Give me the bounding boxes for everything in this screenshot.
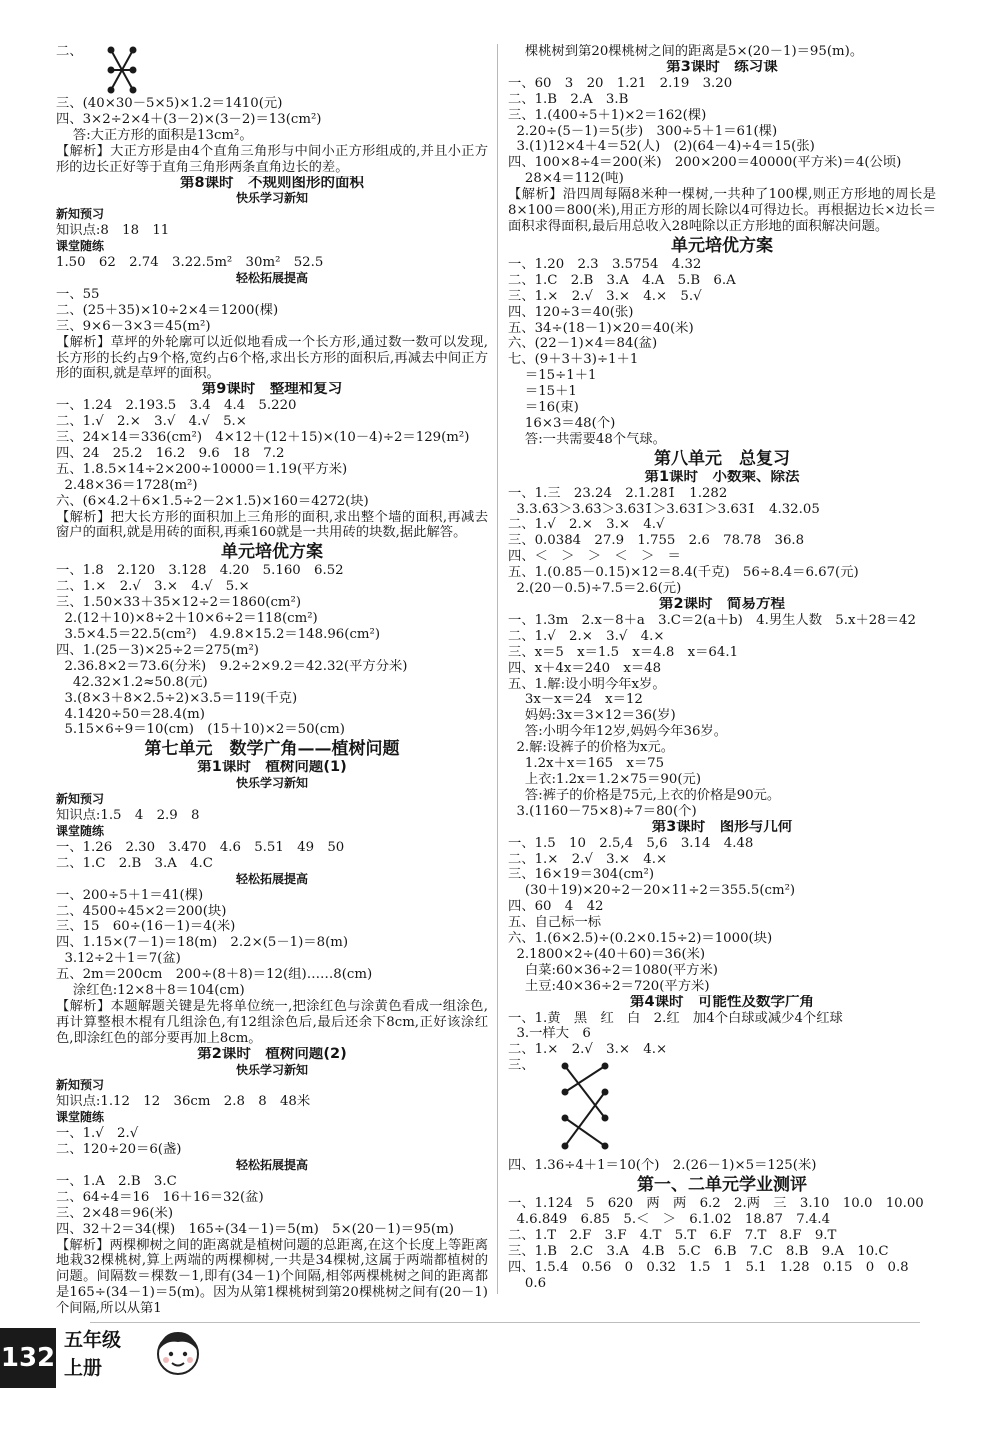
answer-line: 六、(6×4.2＋6×1.5÷2－2×1.5)×160＝4272(块) — [56, 493, 369, 509]
answer-line: 二、64÷4＝16 16＋16＝32(盆) — [56, 1189, 264, 1205]
section-subheading: 快乐学习新知 — [235, 191, 308, 206]
unit-heading: 第七单元 数学广角——植树问题 — [144, 739, 400, 760]
section-label: 新知预习 — [56, 1078, 105, 1093]
answer-line: 3.(8×3＋8×2.5÷2)×3.5＝119(千克) — [56, 690, 298, 706]
answer-line: 一、1.黄 黑 红 白 2.红 加4个白球或减少4个红球 — [508, 1010, 843, 1026]
lesson-heading: 第8课时 不规则图形的面积 — [179, 175, 365, 191]
matching-dot — [601, 1115, 608, 1122]
answer-line: 二、1.× 2.√ 3.× 4.× — [508, 1042, 668, 1058]
answer-line: 知识点:1.5 4 2.9 8 — [56, 808, 200, 824]
matching-dot — [107, 47, 114, 54]
answer-line: 三、24×14＝336(cm²) 4×12＋(12＋15)×(10－4)÷2＝129(m²) — [56, 430, 470, 446]
answer-line: 一、55 — [56, 286, 100, 302]
answer-line: 一、200÷5＋1＝41(棵) — [56, 887, 204, 903]
lesson-heading: 第9课时 整理和复习 — [201, 382, 343, 398]
lesson-heading: 第3课时 图形与几何 — [651, 819, 793, 835]
answer-line: 2.36.8×2＝73.6(分米) 9.2÷2×9.2＝42.32(平方分米) — [56, 658, 408, 674]
answer-line: 上衣:1.2x＝1.2×75＝90(元) — [508, 771, 702, 787]
answer-line: 五、34÷(18－1)×20＝40(米) — [508, 320, 694, 336]
lesson-heading: 第2课时 简易方程 — [658, 597, 786, 612]
answer-line: ＝16(束) — [508, 400, 579, 416]
answer-line: 0.6 — [508, 1275, 547, 1291]
answer-line: 四、1.36÷4＋1＝10(个) 2.(26－1)×5＝125(米) — [508, 1158, 817, 1174]
page-footer — [0, 1322, 1000, 1436]
answer-line: 一、1.20 2.3 3.5754 4.32 — [508, 256, 702, 272]
answer-line: 三、0.0384 27.9 1.755 2.6 78.78 36.8 — [508, 533, 805, 549]
answer-line: 四、100×8÷4＝200(米) 200×200＝40000(平方米)＝4(公顷) — [508, 155, 902, 171]
unit-heading: 第八单元 总复习 — [654, 448, 790, 469]
answer-column-right — [508, 44, 936, 1292]
answer-line: (30＋19)×20÷2－20×11÷2＝355.5(cm²) — [508, 883, 796, 899]
answer-line: 42.32×1.2≈50.8(元) — [56, 674, 208, 690]
answer-line: 一、1.26 2.30 3.470 4.6 5.51 49 50 — [56, 839, 345, 855]
unit-heading: 单元培优方案 — [221, 542, 323, 563]
answer-line: 三、1.B 2.C 3.A 4.B 5.C 6.B 7.C 8.B 9.A 10.C — [508, 1243, 889, 1259]
answer-line: 白菜:60×36÷2＝1080(平方米) — [508, 962, 718, 978]
matching-line — [565, 1118, 605, 1146]
section-subheading: 轻松拓展提高 — [235, 1158, 308, 1172]
answer-line: ＝15＋1 — [508, 384, 577, 400]
matching-dot — [561, 1063, 568, 1070]
answer-line: 三、1.(400÷5＋1)×2＝162(棵) — [508, 107, 707, 123]
answer-line: 四、24 25.2 16.2 9.6 18 7.2 — [56, 445, 285, 461]
answer-line: 四、1.5.4 0.56 0 0.32 1.5 1 5.1 1.28 0.15 0 0.8 — [508, 1259, 909, 1275]
answer-line: 三、1.× 2.√ 3.× 4.× 5.√ — [508, 288, 702, 304]
lesson-heading: 第2课时 植树问题(2) — [197, 1046, 347, 1062]
footer-rule — [90, 1322, 920, 1323]
answer-line: 三、15 60÷(16－1)＝4(米) — [56, 919, 236, 935]
answer-line: 二、1.C 2.B 3.A 4.A 5.B 6.A — [508, 272, 736, 288]
matching-label: 二、 — [56, 44, 83, 59]
matching-label: 三、 — [508, 1058, 535, 1074]
answer-line: 三、2×48＝96(米) — [56, 1205, 174, 1221]
matching-line — [565, 1066, 605, 1118]
matching-diagram — [83, 44, 143, 96]
matching-dot — [561, 1115, 568, 1122]
answer-line: 四、3×2÷2×4＋(3－2)×(3－2)＝13(cm²) — [56, 111, 322, 127]
grade-label: 五年级 — [64, 1329, 122, 1351]
answer-line: 五、2m＝200cm 200÷(8＋8)＝12(组)……8(cm) — [56, 967, 373, 983]
answer-line: 四、120÷3＝40(张) — [508, 304, 634, 320]
section-subheading: 快乐学习新知 — [235, 1062, 308, 1077]
answer-line: 五、自己标一标 — [508, 915, 602, 931]
answer-line: 四、1.(25－3)×25÷2＝275(m²) — [56, 642, 259, 658]
answer-line: 28×4＝112(吨) — [508, 171, 624, 187]
section-label: 新知预习 — [56, 207, 105, 222]
matching-answer — [508, 1058, 936, 1158]
section-subheading: 轻松拓展提高 — [235, 871, 308, 886]
answer-line: 答:一共需要48个气球。 — [508, 431, 666, 447]
mascot-face-icon — [150, 1324, 206, 1380]
matching-dot — [601, 1089, 608, 1096]
answer-line: 涂红色:12×8＋8＝104(cm) — [56, 983, 245, 999]
answer-line: 二、120÷20＝6(盏) — [56, 1142, 182, 1158]
answer-line: 二、1.B 2.A 3.B — [508, 91, 629, 107]
volume-label: 上册 — [64, 1357, 103, 1379]
unit-heading: 第一、二单元学业测评 — [637, 1175, 807, 1196]
answer-line: 三、9×6－3×3＝45(m²) — [56, 318, 211, 334]
answer-line: 2.解:设裤子的价格为x元。 — [508, 740, 675, 756]
answer-line: 答:大正方形的面积是13cm²。 — [56, 127, 253, 143]
matching-answer — [56, 44, 488, 96]
section-subheading: 轻松拓展提高 — [235, 270, 308, 285]
answer-line: 2.1800×2÷(40＋60)＝36(米) — [508, 946, 706, 962]
matching-line — [565, 1066, 605, 1092]
answer-line: 5.15×6÷9＝10(cm) (15＋10)×2＝50(cm) — [56, 722, 345, 738]
section-label: 新知预习 — [56, 792, 105, 807]
answer-column-left — [56, 44, 488, 1317]
analysis-paragraph: 【解析】沿四周每隔8米种一棵树,一共种了100棵,则正方形地的周长是8×100＝800(米),用正方形的周长除以4可得边长。再根据边长×边长＝面积求得面积,最后用总收入28吨除以正方形地的面积解决问题。 — [508, 187, 936, 234]
answer-line: 棵桃树到第20棵桃树之间的距离是5×(20－1)＝95(m)。 — [508, 44, 864, 59]
analysis-paragraph: 【解析】草坪的外轮廓可以近似地看成一个长方形,通过数一数可以发现,长方形的长约占9个格,宽约占6个格,求出长方形的面积后,再减去中间正方形的面积,就是草坪的面积。 — [56, 334, 488, 382]
answer-line: 一、1.24 2.193.5 3.4 4.4 5.220 — [56, 398, 297, 414]
answer-line: 六、1.(6×2.5)÷(0.2×0.15÷2)＝1000(块) — [508, 931, 773, 947]
analysis-paragraph: 【解析】两棵柳树之间的距离就是植树问题的总距离,在这个长度上等距离地栽32棵桃树,算上两端的两棵柳树,一共是34棵树,这属于两端都植树的问题。间隔数＝棵数－1,即有(34－1)个间隔,相邻两棵桃树之间的距离都是165÷(34－1)＝5(m)。因为从第1棵桃树到第20棵桃树之间有(20－1)个间隔,所以从第1 — [56, 1237, 488, 1317]
section-subheading: 快乐学习新知 — [235, 776, 308, 791]
answer-line: 4.6.849 6.85 5.＜ ＞ 6.1.02 18.87 7.4.4 — [508, 1212, 831, 1228]
section-label: 课堂随练 — [56, 823, 105, 838]
matching-dot — [129, 87, 136, 94]
section-label: 课堂随练 — [56, 1110, 105, 1125]
section-label: 课堂随练 — [56, 239, 105, 254]
answer-line: 3.(1)12×4＋4＝52(人) (2)(64－4)÷4＝15(张) — [508, 139, 815, 155]
answer-line: 二、1.T 2.F 3.F 4.T 5.T 6.F 7.T 8.F 9.T — [508, 1228, 837, 1243]
answer-line: 一、1.A 2.B 3.C — [56, 1173, 177, 1189]
answer-line: 一、1.8 2.120 3.128 4.20 5.160 6.52 — [56, 563, 344, 579]
answer-line: 五、1.解:设小明今年x岁。 — [508, 676, 666, 692]
matching-diagram — [535, 1058, 635, 1158]
answer-line: 二、(25＋35)×10÷2×4＝1200(棵) — [56, 302, 279, 318]
answer-line: 知识点:1.12 12 36cm 2.8 8 48米 — [56, 1094, 311, 1110]
matching-dot — [107, 67, 114, 74]
answer-line: 四、60 4 42 — [508, 899, 604, 915]
answer-line: 二、1.√ 2.× 3.√ 4.√ 5.× — [56, 414, 247, 430]
answer-line: 一、1.3m 2.x－8＋a 3.C＝2(a＋b) 4.男生人数 5.x＋28＝42 — [508, 612, 916, 628]
answer-line: 二、4500÷45×2＝200(块) — [56, 903, 227, 919]
answer-line: ＝15÷1＋1 — [508, 368, 597, 384]
matching-dot — [129, 47, 136, 54]
unit-heading: 单元培优方案 — [671, 235, 773, 256]
answer-line: 3.12÷2＋1＝7(盆) — [56, 951, 181, 967]
answer-line: 4.1420÷50＝28.4(m) — [56, 706, 205, 722]
answer-line: 二、1.× 2.√ 3.× 4.× — [508, 851, 668, 867]
answer-line: 四、x＋4x＝240 x＝48 — [508, 660, 662, 676]
answer-line: 二、1.C 2.B 3.A 4.C — [56, 855, 213, 871]
answer-line: 3.一样大 6 — [508, 1026, 591, 1042]
answer-line: 一、1.√ 2.√ — [56, 1126, 139, 1142]
lesson-heading: 第1课时 小数乘、除法 — [644, 469, 800, 485]
answer-line: 一、1.5 10 2.5,4 5,6 3.14 4.48 — [508, 835, 754, 851]
matching-dot — [129, 67, 136, 74]
answer-line: 2.(12＋10)×8÷2＋10×6÷2＝118(cm²) — [56, 611, 318, 627]
matching-dot — [601, 1143, 608, 1150]
answer-line: 四、＜ ＞ ＞ ＜ ＞ ＝ — [508, 549, 681, 565]
analysis-paragraph: 【解析】把大长方形的面积加上三角形的面积,求出整个墙的面积,再减去窗户的面积,就是用砖的面积,再乘160就是一共用砖的块数,据此解答。 — [56, 509, 488, 541]
matching-dot — [561, 1089, 568, 1096]
answer-line: 答:小明今年12岁,妈妈今年36岁。 — [508, 724, 728, 740]
answer-line: 2.20÷(5－1)＝5(步) 300÷5＋1＝61(棵) — [508, 123, 778, 139]
answer-line: 七、(9＋3＋3)÷1＋1 — [508, 352, 639, 368]
lesson-heading: 第3课时 练习课 — [666, 59, 778, 75]
matching-line — [565, 1092, 605, 1146]
answer-line: 三、(40×30－5×5)×1.2＝1410(元) — [56, 96, 283, 111]
answer-line: 一、1.三 23.24 2.1.281̇ 1.282 — [508, 485, 728, 501]
matching-dot — [601, 1063, 608, 1070]
answer-line: 妈妈:3x＝3×12＝36(岁) — [508, 708, 676, 724]
answer-line: 2.(20－0.5)÷7.5＝2.6(元) — [508, 581, 682, 597]
lesson-heading: 第4课时 可能性及数学广角 — [629, 994, 815, 1010]
answer-line: 3.5×4.5＝22.5(cm²) 4.9.8×15.2＝148.96(cm²) — [56, 627, 381, 642]
lesson-heading: 第1课时 植树问题(1) — [197, 760, 347, 776]
page-number: 132 — [0, 1328, 56, 1388]
answer-line: 六、(22－1)×4＝84(盆) — [508, 336, 658, 352]
answer-line: 16×3＝48(个) — [508, 415, 616, 431]
answer-line: 三、x＝5 x＝1.5 x＝4.8 x＝64.1 — [508, 644, 739, 660]
answer-line: 二、1.√ 2.× 3.× 4.√ — [508, 517, 665, 533]
answer-line: 五、1.(0.85－0.15)×12＝8.4(千克) 56÷8.4＝6.67(元) — [508, 565, 859, 581]
answer-line: 1.2x＋x＝165 x＝75 — [508, 756, 665, 772]
column-divider — [497, 44, 498, 1294]
matching-dot — [107, 87, 114, 94]
answer-line: 土豆:40×36÷2＝720(平方米) — [508, 978, 710, 994]
answer-line: 一、60 3 20 1.21 2.19 3.20 — [508, 75, 733, 91]
answer-line: 3.3.6̇3̇＞3.63̇＞3.6̇31̇＞3.631̇＞3.631̇ 4.32.05 — [508, 501, 820, 517]
answer-line: 一、1.124 5 620 两 两 6.2 2.两 三 3.10 10.0 10.00 — [508, 1196, 924, 1212]
answer-line: 三、16×19＝304(cm²) — [508, 867, 655, 883]
answer-line: 五、1.8.5×14÷2×200÷10000＝1.19(平方米) — [56, 461, 348, 477]
matching-dot — [561, 1143, 568, 1150]
answer-line: 1.50 62 2.74 3.22.5m² 30m² 52.5 — [56, 255, 324, 271]
answer-line: 二、1.× 2.√ 3.× 4.√ 5.× — [56, 579, 250, 595]
answer-line: 2.48×36＝1728(m²) — [56, 477, 198, 493]
answer-line: 四、1.15×(7－1)＝18(m) 2.2×(5－1)＝8(m) — [56, 935, 349, 951]
answer-line: 3x－x＝24 x＝12 — [508, 692, 643, 708]
analysis-paragraph: 【解析】大正方形是由4个直角三角形与中间小正方形组成的,并且小正方形的边长正好等于直角三角形两条直角边长的差。 — [56, 143, 488, 175]
answer-line: 四、32＋2＝34(棵) 165÷(34－1)＝5(m) 5×(20－1)＝95(m) — [56, 1221, 454, 1237]
answer-line: 3.(1160－75×8)÷7＝80(个) — [508, 803, 697, 819]
answer-line: 答:裤子的价格是75元,上衣的价格是90元。 — [508, 787, 781, 803]
answer-line: 知识点:8 18 11 — [56, 223, 170, 239]
answer-line: 二、1.√ 2.× 3.√ 4.× — [508, 628, 665, 644]
answer-line: 三、1.50×33＋35×12÷2＝1860(cm²) — [56, 595, 302, 611]
analysis-paragraph: 【解析】本题解题关键是先将单位统一,把涂红色与涂黄色看成一组涂色,再计算整根木棍有几组涂色,有12组涂色后,最后还余下8cm,正好该涂红色,即涂红色的部分要再加上8cm。 — [56, 998, 488, 1046]
